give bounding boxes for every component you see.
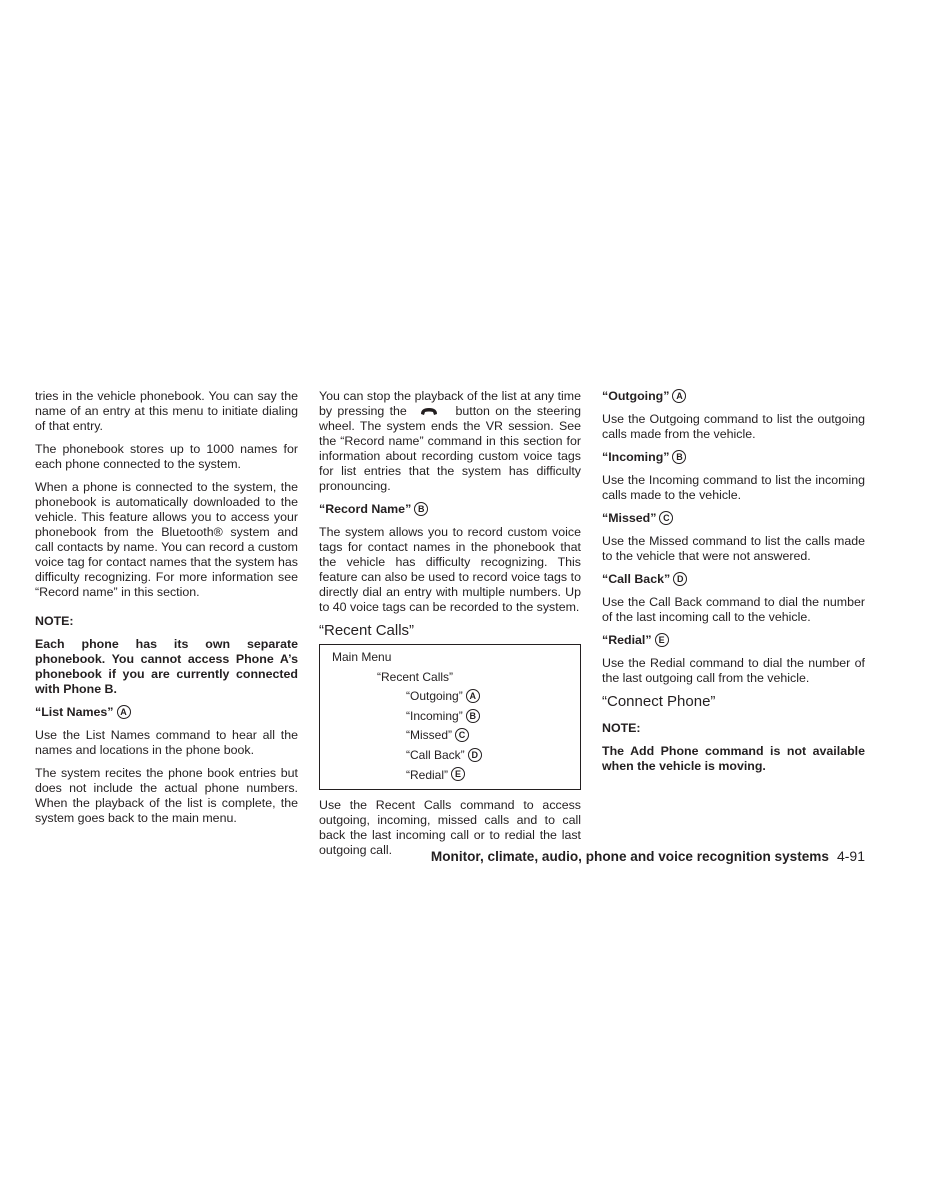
recent-calls-title: “Recent Calls” [319, 622, 415, 639]
callout-badge: D [673, 572, 687, 586]
callout-badge: B [414, 502, 428, 516]
menu-item [332, 707, 568, 727]
callout-badge: B [466, 709, 480, 723]
heading-text: “Outgoing” [602, 389, 670, 403]
heading-text: “Missed” [602, 511, 657, 525]
page-footer [419, 848, 865, 864]
column-3 [602, 389, 865, 782]
menu-item-label: “Incoming” [406, 708, 463, 723]
incoming-heading [602, 450, 865, 465]
paragraph: Use the Call Back command to dial the number of the last incoming call to the vehicle. [602, 595, 865, 624]
heading-text: “Redial” [602, 633, 652, 647]
paragraph: The phonebook stores up to 1000 names for each phone connected to the system. [35, 442, 298, 471]
menu-item [332, 687, 568, 707]
connect-phone-title: “Connect Phone” [602, 693, 716, 710]
record-name-heading [319, 502, 581, 517]
heading-text: “Incoming” [602, 450, 670, 464]
heading-text: “List Names” [35, 705, 114, 719]
footer-title: Monitor, climate, audio, phone and voice recognition systems [430, 849, 829, 864]
heading-text: “Call Back” [602, 572, 671, 586]
paragraph: Use the Redial command to dial the number of the last outgoing call from the vehicle. [602, 656, 865, 685]
callout-badge: D [468, 748, 482, 762]
menu-item [332, 766, 568, 786]
menu-item [332, 746, 568, 766]
paragraph: tries in the vehicle phonebook. You can say the name of an entry at this menu to initiate dialing of that entry. [35, 389, 298, 433]
column-2 [319, 389, 581, 866]
page-number: 4-91 [836, 848, 865, 864]
redial-heading [602, 633, 865, 648]
note-text: The Add Phone command is not available when the vehicle is moving. [602, 744, 865, 773]
paragraph: Use the List Names command to hear all the names and locations in the phone book. [35, 728, 298, 757]
callout-badge: A [117, 705, 131, 719]
callout-badge: C [455, 728, 469, 742]
menu-item-label: “Missed” [406, 728, 453, 743]
callout-badge: A [672, 389, 686, 403]
note-label: NOTE: [35, 614, 74, 628]
paragraph [319, 389, 581, 494]
heading-text: “Record Name” [319, 502, 412, 516]
menu-item-label: “Call Back” [406, 747, 465, 762]
list-names-heading [35, 705, 298, 720]
callout-badge: E [451, 767, 465, 781]
callout-badge: B [672, 450, 686, 464]
menu-diagram [319, 644, 581, 790]
paragraph: Use the Outgoing command to list the outgoing calls made from the vehicle. [602, 412, 865, 441]
menu-item-label: “Redial” [406, 767, 449, 782]
column-1 [35, 389, 298, 834]
text-run: button on the steering wheel. The system ends the VR session. See the “Record name” command in this section for information about recording custom voice tags for list entries that the system has difficulty pronouncing. [319, 404, 581, 493]
outgoing-heading [602, 389, 865, 404]
missed-heading [602, 511, 865, 526]
paragraph: Use the Incoming command to list the incoming calls made to the vehicle. [602, 473, 865, 502]
paragraph: The system recites the phone book entries but does not include the actual phone numbers. When the playback of the list is complete, the system goes back to the main menu. [35, 766, 298, 825]
paragraph: Use the Missed command to list the calls made to the vehicle that were not answered. [602, 534, 865, 563]
callout-badge: A [466, 689, 480, 703]
menu-item [332, 726, 568, 746]
menu-item-label: “Outgoing” [406, 689, 463, 704]
text-run: You can stop the playback of the list at any time by pressing the [319, 389, 581, 418]
note-label: NOTE: [602, 721, 641, 735]
note-text: Each phone has its own separate phonebook. You cannot access Phone A’s phonebook if you are currently connected with Phone B. [35, 637, 298, 696]
menu-recent-calls: “Recent Calls” [377, 669, 454, 684]
call-back-heading [602, 572, 865, 587]
paragraph: The system allows you to record custom voice tags for contact names in the phonebook that the vehicle has difficulty recognizing. This feature can also be used to record voice tags to directly dial an entry with multiple numbers. Up to 40 voice tags can be recorded to the system. [319, 525, 581, 614]
menu-main: Main Menu [332, 650, 392, 664]
phone-hang-up-icon [412, 406, 450, 418]
callout-badge: E [655, 633, 669, 647]
paragraph: Use the Recent Calls command to access outgoing, incoming, missed calls and to call back the last incoming call or to redial the last outgoing call. [319, 798, 581, 858]
callout-badge: C [659, 511, 673, 525]
paragraph: When a phone is connected to the system, the phonebook is automatically downloaded to the vehicle. This feature allows you to access your phonebook from the Bluetooth® system and call contacts by name. You can record a custom voice tag for contact names that the system has difficulty recognizing. For more information see “Record name” in this section. [35, 480, 298, 599]
